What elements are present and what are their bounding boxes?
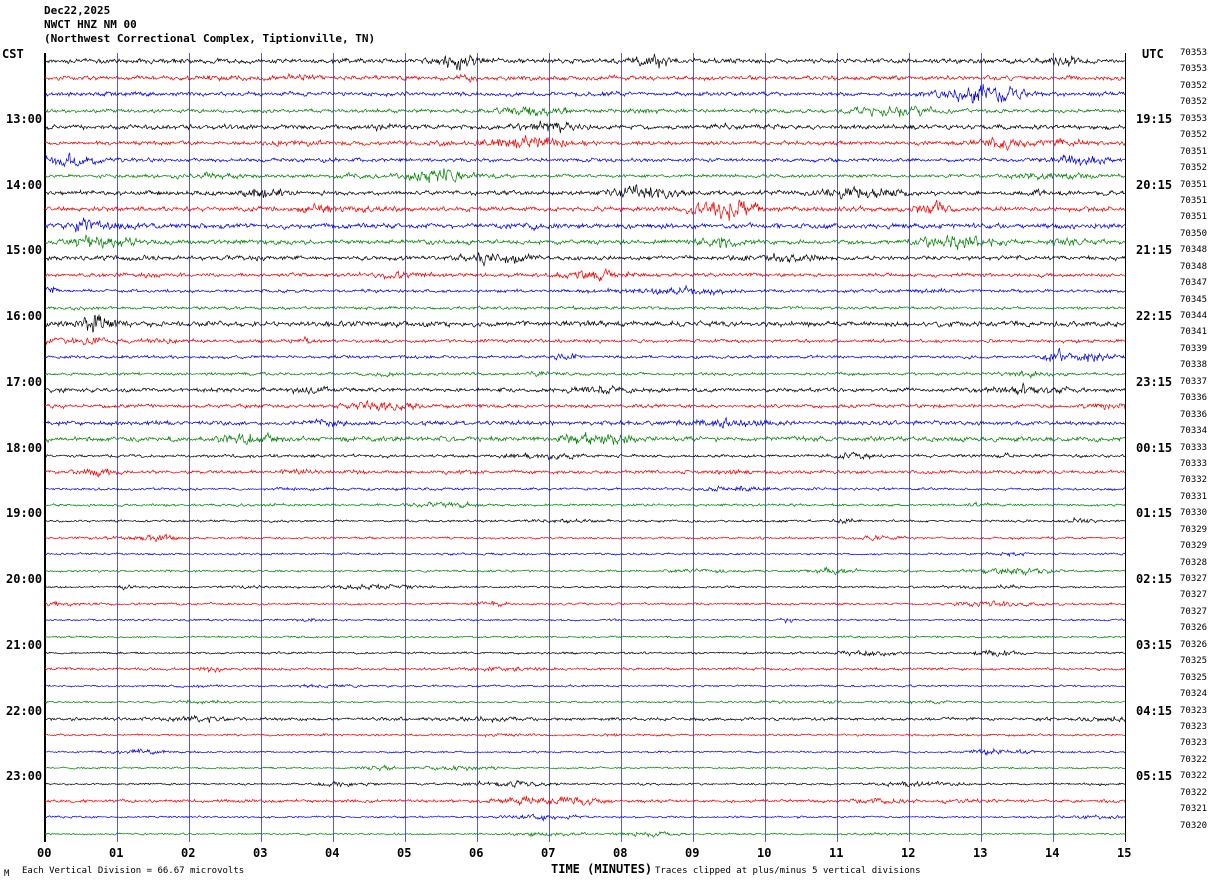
left-time-label: 16:00 — [6, 309, 43, 323]
x-tick-label: 11 — [829, 846, 844, 860]
right-time-label: 03:15 — [1136, 637, 1173, 652]
trace-sample-count: 70336 — [1180, 409, 1208, 420]
trace-sample-count: 70324 — [1180, 689, 1208, 700]
trace-sample-count: 70350 — [1180, 228, 1208, 239]
left-time-label: 20:00 — [6, 572, 43, 586]
footer-clip-note: Traces clipped at plus/minus 5 vertical divisions — [655, 866, 921, 876]
trace-sample-count: 70327 — [1180, 574, 1208, 584]
right-time-label: 02:15 — [1136, 572, 1173, 586]
x-tick-label: 04 — [325, 846, 340, 860]
trace-sample-count: 70348 — [1180, 261, 1208, 272]
trace-sample-count: 70326 — [1180, 623, 1208, 634]
x-tick-label: 00 — [37, 846, 52, 860]
trace-sample-count: 70333 — [1180, 458, 1208, 469]
x-tick-label: 08 — [613, 846, 628, 860]
trace-sample-count: 70325 — [1180, 672, 1208, 683]
right-time-label: 01:15 — [1136, 506, 1173, 521]
left-time-label: 21:00 — [6, 637, 43, 652]
trace-sample-count: 70323 — [1180, 738, 1208, 749]
left-time-label: 13:00 — [6, 111, 43, 126]
seismogram-plot — [44, 53, 1126, 842]
trace-sample-count: 70338 — [1180, 360, 1208, 371]
trace-sample-count: 70333 — [1180, 442, 1208, 453]
trace-sample-count: 70327 — [1180, 590, 1208, 601]
header-station: NWCT HNZ NM 00 — [44, 18, 137, 31]
right-time-label: 04:15 — [1136, 703, 1173, 718]
x-tick-label: 09 — [685, 846, 700, 860]
right-time-label: 23:15 — [1136, 374, 1173, 389]
x-tick-label: 02 — [181, 846, 196, 860]
trace-sample-count: 70352 — [1180, 130, 1208, 141]
x-tick-label: 14 — [1045, 846, 1060, 860]
trace-sample-count: 70347 — [1180, 278, 1208, 289]
x-tick-label: 13 — [973, 846, 988, 860]
x-tick-label: 01 — [109, 846, 124, 860]
trace-sample-count: 70351 — [1180, 179, 1208, 190]
header-date: Dec22,2025 — [44, 4, 111, 17]
trace-sample-count: 70334 — [1180, 426, 1208, 437]
left-time-label: 15:00 — [6, 243, 43, 258]
right-time-label: 05:15 — [1136, 769, 1173, 784]
trace-sample-count: 70328 — [1180, 557, 1208, 568]
x-tick-label: 03 — [253, 846, 268, 860]
x-tick-label: 15 — [1117, 846, 1132, 860]
x-tick-label: 06 — [469, 846, 484, 860]
right-time-label: 22:15 — [1136, 309, 1173, 323]
left-axis-label: CST — [2, 47, 24, 61]
trace-sample-count: 70344 — [1180, 311, 1208, 321]
trace-sample-count: 70322 — [1180, 754, 1208, 765]
trace-sample-count: 70321 — [1180, 804, 1208, 815]
trace-sample-count: 70331 — [1180, 491, 1208, 502]
trace-sample-count: 70345 — [1180, 294, 1208, 305]
trace-sample-count: 70322 — [1180, 771, 1208, 782]
trace-sample-count: 70353 — [1180, 48, 1208, 58]
trace-sample-count: 70348 — [1180, 245, 1208, 256]
trace-sample-count: 70352 — [1180, 97, 1208, 108]
header-location: (Northwest Correctional Complex, Tiptionville, TN) — [44, 32, 376, 45]
x-tick-label: 12 — [901, 846, 916, 860]
trace-sample-count: 70341 — [1180, 327, 1208, 338]
right-time-label: 20:15 — [1136, 177, 1173, 192]
left-time-label: 23:00 — [6, 769, 43, 784]
trace-sample-count: 70329 — [1180, 524, 1208, 535]
footer-scale-note: Each Vertical Division = 66.67 microvolts — [22, 866, 245, 876]
trace-sample-count: 70325 — [1180, 656, 1208, 667]
trace-sample-count: 70352 — [1180, 80, 1208, 91]
trace-sample-count: 70330 — [1180, 508, 1208, 519]
grid-line-minute-15 — [1125, 53, 1126, 842]
left-time-label: 17:00 — [6, 374, 43, 389]
trace-sample-count: 70339 — [1180, 343, 1208, 354]
trace-sample-count: 70352 — [1180, 163, 1208, 174]
trace-sample-count: 70353 — [1180, 113, 1208, 124]
trace-sample-count: 70323 — [1180, 705, 1208, 716]
trace-sample-count: 70323 — [1180, 721, 1208, 732]
trace-line — [45, 819, 1125, 842]
left-time-label: 19:00 — [6, 506, 43, 521]
left-time-label: 18:00 — [6, 440, 43, 455]
trace-sample-count: 70320 — [1180, 820, 1208, 831]
trace-sample-count: 70337 — [1180, 376, 1208, 387]
x-axis-title: TIME (MINUTES) — [551, 862, 653, 876]
right-axis-label: UTC — [1142, 47, 1164, 61]
trace-sample-count: 70326 — [1180, 639, 1208, 650]
trace-sample-count: 70322 — [1180, 787, 1208, 798]
trace-sample-count: 70351 — [1180, 212, 1208, 223]
right-time-label: 19:15 — [1136, 111, 1173, 126]
trace-sample-count: 70332 — [1180, 475, 1208, 486]
trace-sample-count: 70353 — [1180, 64, 1208, 75]
trace-sample-count: 70351 — [1180, 195, 1208, 206]
x-tick-label: 05 — [397, 846, 412, 860]
footer-mark-icon: M — [4, 869, 10, 879]
right-time-label: 00:15 — [1136, 440, 1173, 455]
trace-sample-count: 70336 — [1180, 393, 1208, 404]
trace-sample-count: 70329 — [1180, 541, 1208, 552]
trace-sample-count: 70351 — [1180, 146, 1208, 157]
trace-sample-count: 70327 — [1180, 606, 1208, 617]
x-tick-label: 10 — [757, 846, 772, 860]
left-time-label: 22:00 — [6, 703, 43, 718]
left-time-label: 14:00 — [6, 177, 43, 192]
right-time-label: 21:15 — [1136, 243, 1173, 258]
x-tick-label: 07 — [541, 846, 556, 860]
